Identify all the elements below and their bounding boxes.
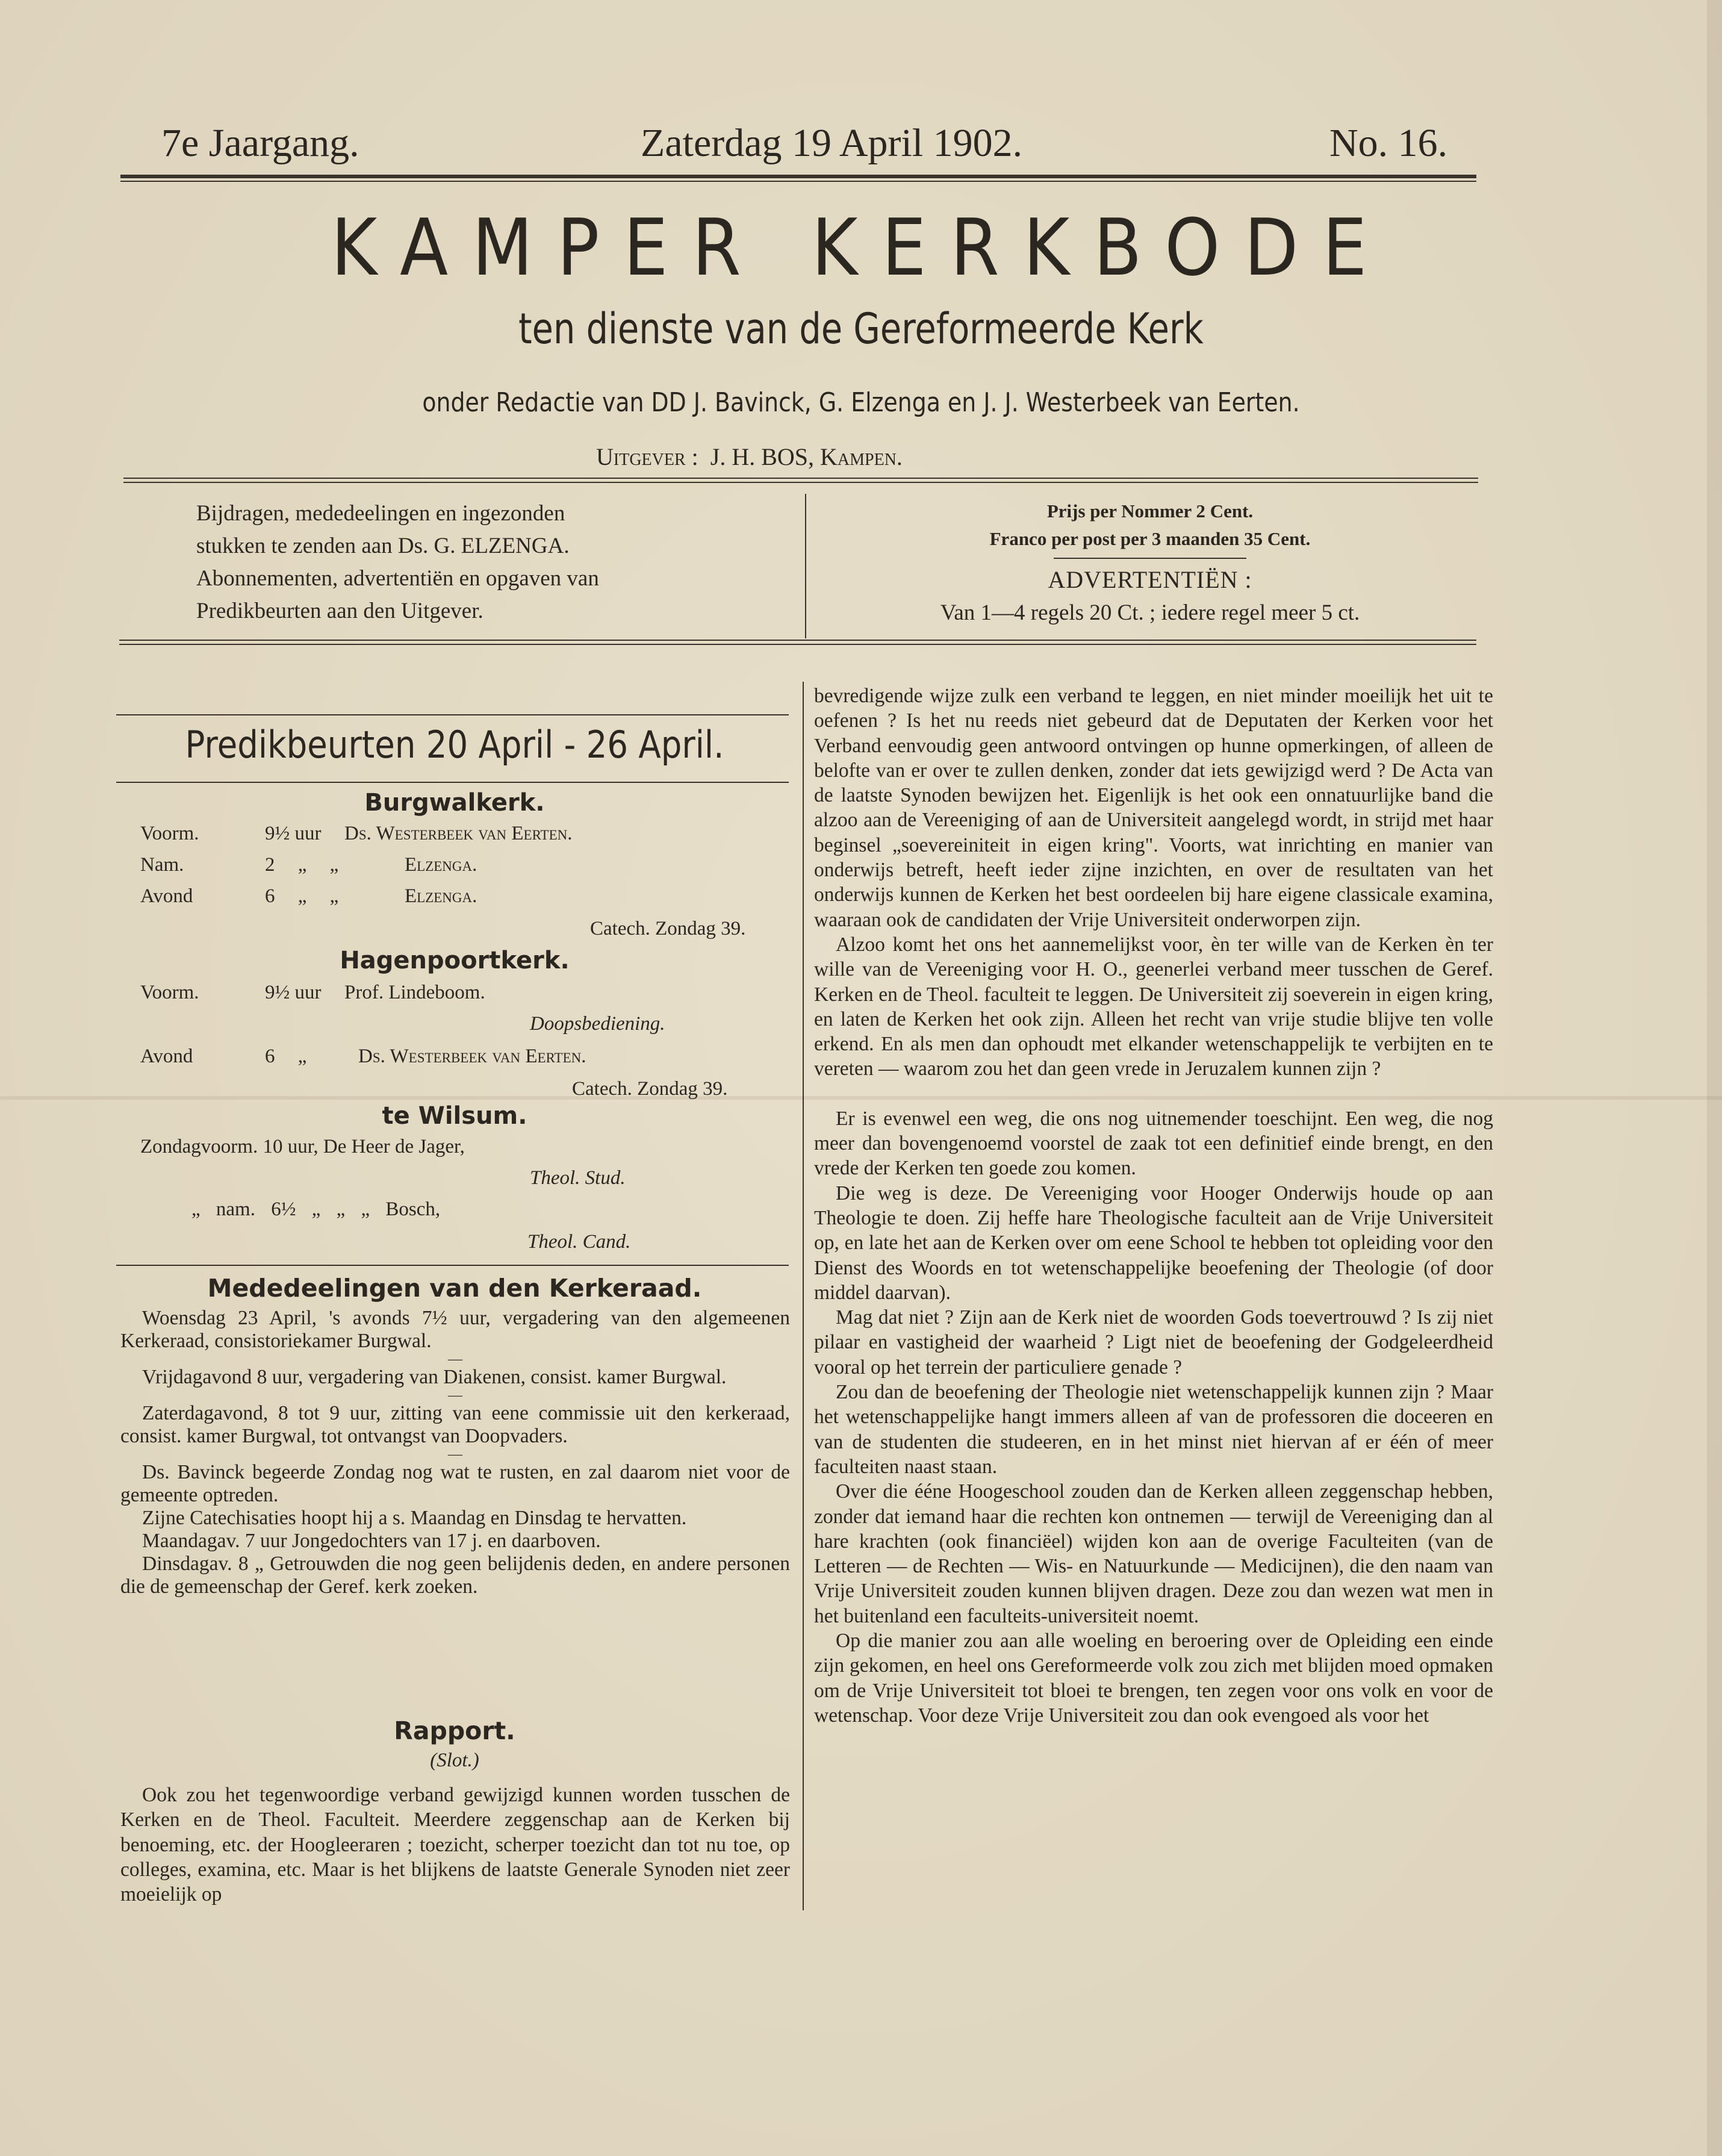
notices-heading: Mededeelingen van den Kerkeraad.	[207, 1274, 702, 1303]
header-rule-thin	[120, 181, 1476, 182]
notice-separator: —	[448, 1447, 462, 1462]
service-time: 2 „ „	[265, 854, 339, 876]
service-time: 6 „ „	[265, 885, 339, 907]
service-line: „ nam. 6½ „ „ „ Bosch,	[191, 1198, 441, 1220]
issue-number: No. 16.	[1329, 121, 1448, 165]
service-preacher: Ds. Westerbeek van Eerten.	[344, 823, 573, 844]
article-paragraph: Er is evenwel een weg, die ons nog uitnemender toeschijnt. Een weg, die nog meer dan bovengenoemd voorstel de zaak tot een definitief einde brengt, en den vrede der Kerken ten goede zou komen.	[814, 1107, 1493, 1180]
header-rule	[120, 175, 1476, 178]
submission-info	[196, 497, 703, 628]
service-preacher: Elzenga.	[405, 885, 477, 907]
notice-item: Vrijdagavond 8 uur, vergadering van Diakenen, consist. kamer Burgwal.	[142, 1366, 727, 1388]
catechism-note: Catech. Zondag 39.	[590, 918, 746, 939]
rapport-subheading: (Slot.)	[430, 1749, 479, 1771]
service-preacher: Prof. Lindeboom.	[344, 982, 485, 1003]
article-paragraph: Die weg is deze. De Vereeniging voor Hooger Onderwijs houde op aan Theologie te doen. Zij heffe hare Theologische faculteit aan de Vrije Universiteit op, en late het aan de Kerken over om eene School te hebben tot opleiding voor den Dienst des Woords en tot wetenschappelijke beoefening der Theologie (of door middel daarvan).	[814, 1182, 1493, 1304]
price-rule	[1054, 558, 1246, 559]
service-label: Voorm.	[140, 982, 199, 1003]
editors-line: onder Redactie van DD J. Bavinck, G. Elzenga en J. J. Westerbeek van Eerten.	[422, 387, 1300, 418]
submission-line: stukken te zenden aan Ds. G. ELZENGA.	[196, 534, 570, 558]
rapport-heading: Rapport.	[394, 1716, 515, 1745]
rapport-paragraph: Ook zou het tegenwoordige verband gewijzigd kunnen worden tusschen de Kerken en de Theol. Faculteit. Meerdere zeggenschap aan de Kerken bij benoeming, etc. der Hoogleeraren ; toezicht, scherper toezicht dan tot nu toe, op colleges, examina, etc. Maar is het blijkens de laatste Generale Synoden niet zeer moeielijk op	[120, 1784, 790, 1906]
masthead-rule-2	[123, 482, 1478, 483]
subscription-line: Franco per post per 3 maanden 35 Cent.	[989, 528, 1311, 549]
paragraph-gap	[814, 1082, 1493, 1106]
service-label: Nam.	[140, 854, 184, 876]
service-line: Zondagvoorm. 10 uur, De Heer de Jager,	[140, 1136, 465, 1157]
submission-line: Abonnementen, advertentiën en opgaven van	[196, 566, 599, 591]
publisher-place: Kampen.	[820, 443, 903, 470]
notice-separator: —	[448, 1388, 462, 1403]
notice-item: Zaterdagavond, 8 tot 9 uur, zitting van eene commissie uit den kerkeraad, consist. kamer Burgwal, tot ontvangst van Doopvaders.	[120, 1402, 790, 1447]
info-divider	[805, 494, 806, 638]
hagenpoortkerk-heading: Hagenpoortkerk.	[340, 947, 570, 974]
ads-heading: ADVERTENTIËN :	[1048, 566, 1252, 593]
masthead-rule-1	[123, 478, 1478, 479]
column-divider	[803, 682, 804, 1910]
candidate-note: Theol. Cand.	[527, 1231, 631, 1253]
notice-separator: —	[448, 1351, 462, 1367]
newspaper-subtitle: ten dienste van de Gereformeerde Kerk	[518, 304, 1204, 354]
publisher-label: Uitgever :	[596, 443, 698, 470]
catechism-note: Catech. Zondag 39.	[572, 1078, 728, 1100]
article-continuation	[814, 684, 1493, 1728]
newspaper-title: KAMPER KERKBODE	[331, 202, 1391, 293]
services-rule-top	[116, 714, 789, 715]
info-rule-1	[119, 640, 1476, 641]
service-preacher: Ds. Westerbeek van Eerten.	[358, 1045, 586, 1067]
rapport-text	[120, 1783, 790, 1907]
notices-list	[120, 1307, 790, 1598]
services-rule-bottom	[116, 782, 789, 783]
price-line: Prijs per Nommer 2 Cent.	[1046, 500, 1254, 522]
service-label: Avond	[140, 1045, 193, 1067]
notice-item: Woensdag 23 April, 's avonds 7½ uur, vergadering van den algemeenen Kerkeraad, consistoriekamer Burgwal.	[120, 1307, 790, 1352]
submission-line: Bijdragen, mededeelingen en ingezonden	[196, 501, 565, 526]
service-time: 6 „	[265, 1045, 307, 1067]
volume-label: 7e Jaargang.	[161, 121, 359, 165]
wilsum-heading: te Wilsum.	[382, 1102, 527, 1130]
issue-date: Zaterdag 19 April 1902.	[641, 121, 1023, 165]
info-rule-2	[119, 644, 1476, 645]
baptism-note: Doopsbediening.	[530, 1013, 665, 1035]
notices-rule	[116, 1265, 789, 1266]
notice-item: Maandagav. 7 uur Jongedochters van 17 j. en daarboven.	[142, 1530, 601, 1552]
burgwalkerk-heading: Burgwalkerk.	[364, 789, 545, 817]
publisher-name: J. H. BOS,	[710, 443, 815, 470]
service-preacher: Elzenga.	[405, 854, 477, 876]
price-info	[819, 497, 1481, 631]
service-label: Voorm.	[140, 823, 199, 844]
student-note: Theol. Stud.	[530, 1167, 626, 1189]
paper-edge	[1707, 0, 1722, 2156]
ads-rates: Van 1—4 regels 20 Ct. ; iedere regel meer 5 ct.	[940, 600, 1360, 625]
article-paragraph: Op die manier zou aan alle woeling en beroering over de Opleiding een einde zijn gekomen, en heel ons Gereformeerde volk zou zich met blijden moed opmaken om de Vrije Universiteit tot bloei te brengen, ten zegen voor ons volk en voor de wetenschap. Voor deze Vrije Universiteit zou dan ook evengoed als voor het	[814, 1629, 1493, 1727]
notice-item: Zijne Catechisaties hoopt hij a s. Maandag en Dinsdag te hervatten.	[142, 1507, 687, 1529]
notice-item: Dinsdagav. 8 „ Getrouwden die nog geen belijdenis deden, en andere personen die de gemeenschap der Geref. kerk zoeken.	[120, 1553, 790, 1598]
article-paragraph: bevredigende wijze zulk een verband te leggen, en niet minder moeilijk het uit te oefenen ? Is het nu reeds niet gebeurd dat de Deputaten der Kerken voor het Verband eenvoudig geen antwoord ontvingen op hunne opmerkingen, of alleen de belofte van er over te zullen denken, zonder dat iets gewijzigd werd ? De Acta van de laatste Synoden bewijzen het. Eigenlijk is het ook een onnatuurlijke band die alzoo aan de Vereeniging of aan de Universiteit aangelegd wordt, in strijd met haar beginsel „soevereiniteit in eigen kring". Voorts, wat inrichting en manier van onderwijs betreft, heeft ieder zijne inzichten, en over de resultaten van het onderwijs kunnen de Kerken het best oordeelen bij hare eigene classicale examina, waaraan ook de candidaten der Vrije Universiteit onderworpen zijn.	[814, 685, 1493, 931]
publisher-line	[596, 443, 903, 471]
submission-line: Predikbeurten aan den Uitgever.	[196, 599, 483, 623]
service-time: 9½ uur	[265, 982, 322, 1003]
article-paragraph: Mag dat niet ? Zijn aan de Kerk niet de woorden Gods toevertrouwd ? Is zij niet pilaar en vastigheid der waarheid ? Ligt niet de beoefening der Godgeleerdheid vooral op het terrein der particuliere genade ?	[814, 1306, 1493, 1379]
article-paragraph: Zou dan de beoefening der Theologie niet wetenschappelijk kunnen zijn ? Maar het wetenschappelijke hangt immers alleen af van de professoren die doceeren en van de studenten die studeeren, en in het minst niet hiervan af er één of meer faculteiten naast staan.	[814, 1381, 1493, 1478]
article-paragraph: Over die ééne Hoogeschool zouden dan de Kerken alleen zeggenschap hebben, zonder dat iemand haar die rechten kon ontnemen — terwijl de Vereeniging dan al hare krachten (ook financiëel) wijden kon aan de overige Faculteiten (van de Letteren — de Rechten — Wis- en Natuurkunde — Medicijnen), die den naam van Vrije Universiteit zouden kunnen blijven dragen. Deze zou dan wezen wat men in het buitenland een faculteits-universiteit noemt.	[814, 1480, 1493, 1627]
notice-item: Ds. Bavinck begeerde Zondag nog wat te rusten, en zal daarom niet voor de gemeente optreden.	[120, 1461, 790, 1506]
services-heading: Predikbeurten 20 April - 26 April.	[185, 723, 724, 767]
article-paragraph: Alzoo komt het ons het aannemelijkst voor, èn ter wille van de Kerken èn ter wille van de Vereeniging voor H. O., geenerlei verband meer tusschen de Geref. Kerken en de Theol. faculteit te leggen. De Universiteit zij soeverein in eigen kring, en laten de Kerken het ook zijn. Alleen het recht van vrije studie blijve ten volle erkend. En als men dan ophoudt met elkander wetenschappelijk te verbijten en te vereten — waarom zou het dan geen vrede in Jeruzalem kunnen zijn ?	[814, 933, 1493, 1080]
service-time: 9½ uur	[265, 823, 322, 844]
service-label: Avond	[140, 885, 193, 907]
